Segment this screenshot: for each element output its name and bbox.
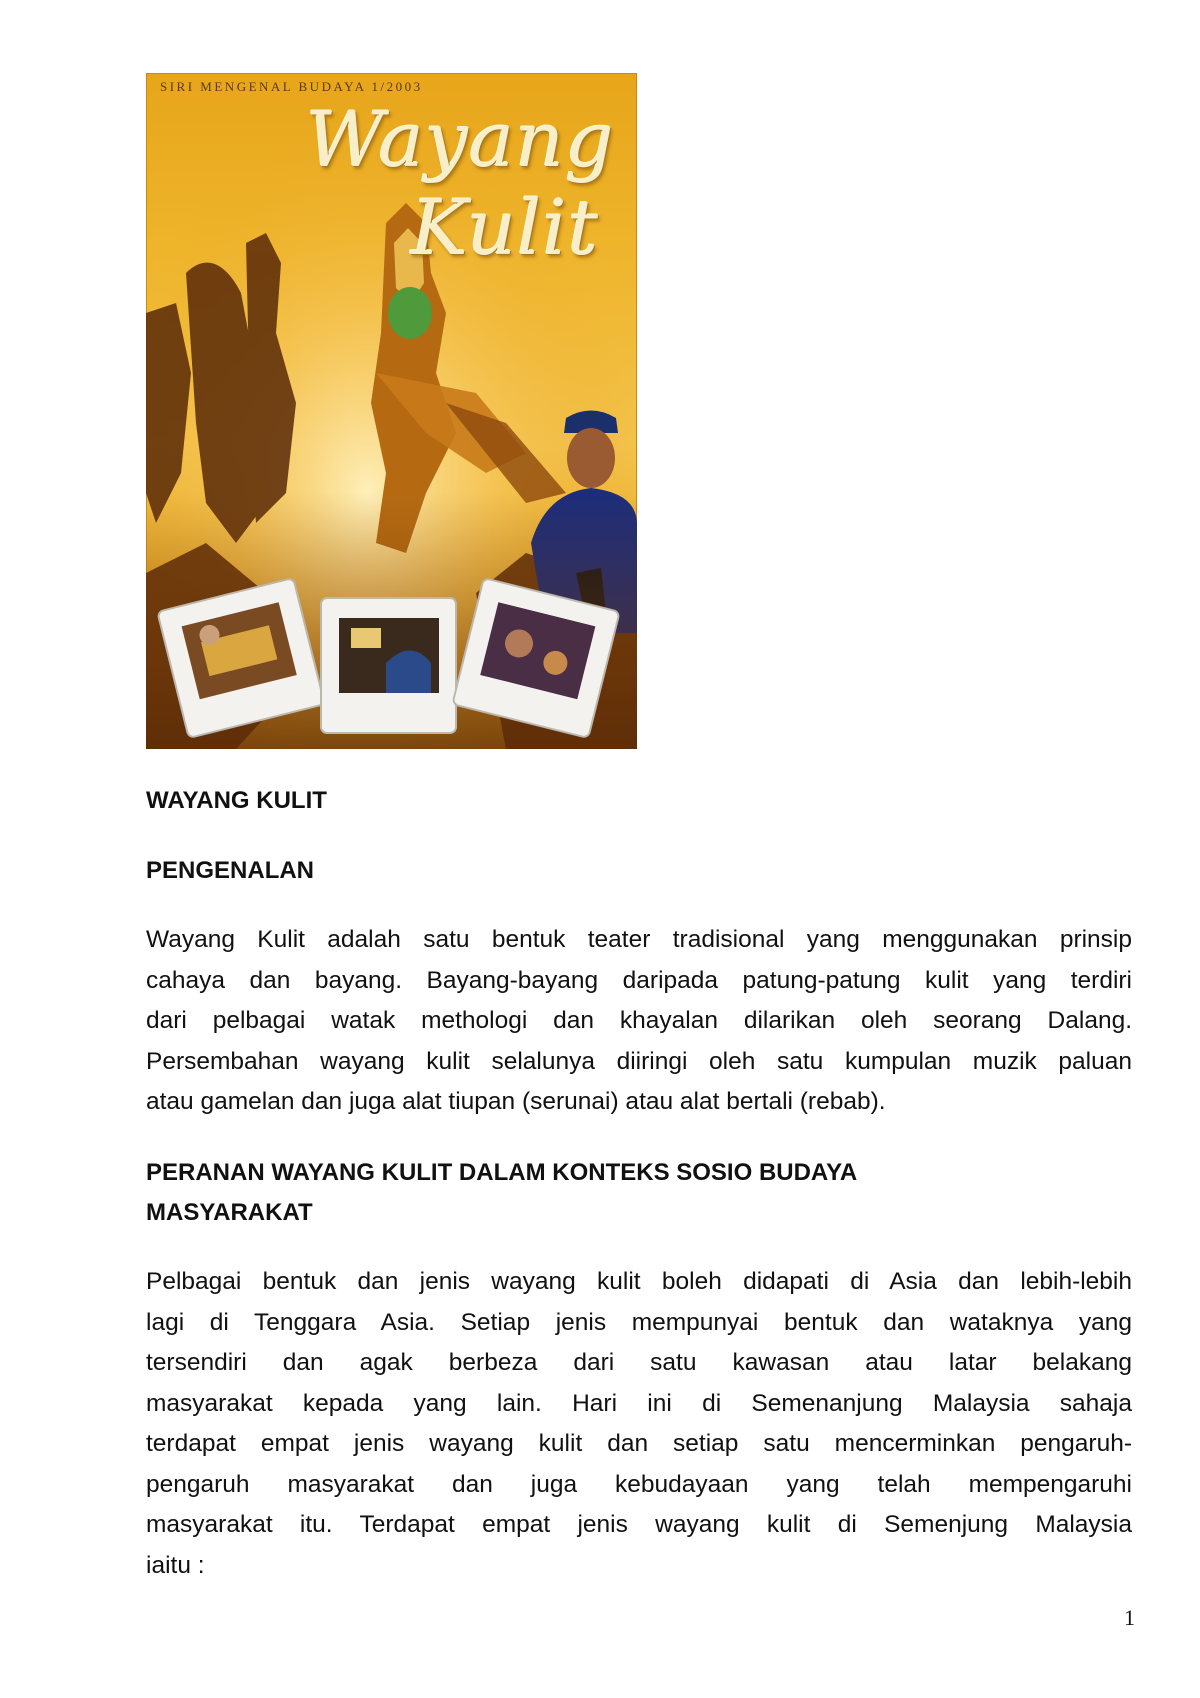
paragraph-line: terdapat empat jenis wayang kulit dan setiap satu mencerminkan pengaruh- [146,1430,1132,1457]
paragraph-line: dari pelbagai watak methologi dan khayalan dilarikan oleh seorang Dalang. [146,1007,1132,1034]
cover-title-line-1: Wayang [306,95,615,184]
page-number: 1 [1124,1605,1135,1630]
paragraph-line: Pelbagai bentuk dan jenis wayang kulit boleh didapati di Asia dan lebih-lebih [146,1268,1132,1295]
paragraph-peranan [146,1262,1132,1586]
paragraph-line: atau gamelan dan juga alat tiupan (serunai) atau alat bertali (rebab). [146,1088,886,1115]
paragraph-pengenalan [146,920,1132,1123]
cover-series-label: SIRI MENGENAL BUDAYA 1/2003 [160,79,423,94]
paragraph-line: pengaruh masyarakat dan juga kebudayaan yang telah mempengaruhi [146,1470,1132,1498]
paragraph-line: Persembahan wayang kulit selalunya diiringi oleh satu kumpulan muzik paluan [146,1047,1132,1075]
document-title: WAYANG KULIT [146,787,327,814]
paragraph-line: lagi di Tenggara Asia. Setiap jenis mempunyai bentuk dan wataknya yang [146,1308,1132,1336]
paragraph-line: cahaya dan bayang. Bayang-bayang daripada patung-patung kulit yang terdiri [146,966,1132,994]
book-cover-image [146,73,637,749]
paragraph-line: tersendiri dan agak berbeza dari satu kawasan atau latar belakang [146,1349,1132,1376]
paragraph-line: masyarakat itu. Terdapat empat jenis wayang kulit di Semenjung Malaysia [146,1511,1132,1538]
paragraph-line: iaitu : [146,1551,205,1579]
section-heading-peranan-line-2: MASYARAKAT [146,1199,313,1226]
cover-title-line-2: Kulit [411,183,600,272]
section-heading-peranan-line-1: PERANAN WAYANG KULIT DALAM KONTEKS SOSIO BUDAYA [146,1159,858,1186]
paragraph-line: Wayang Kulit adalah satu bentuk teater tradisional yang menggunakan prinsip [146,926,1132,953]
section-heading-pengenalan: PENGENALAN [146,857,315,884]
paragraph-line: masyarakat kepada yang lain. Hari ini di Semenanjung Malaysia sahaja [146,1389,1132,1417]
slide-photo-2 [321,598,456,733]
